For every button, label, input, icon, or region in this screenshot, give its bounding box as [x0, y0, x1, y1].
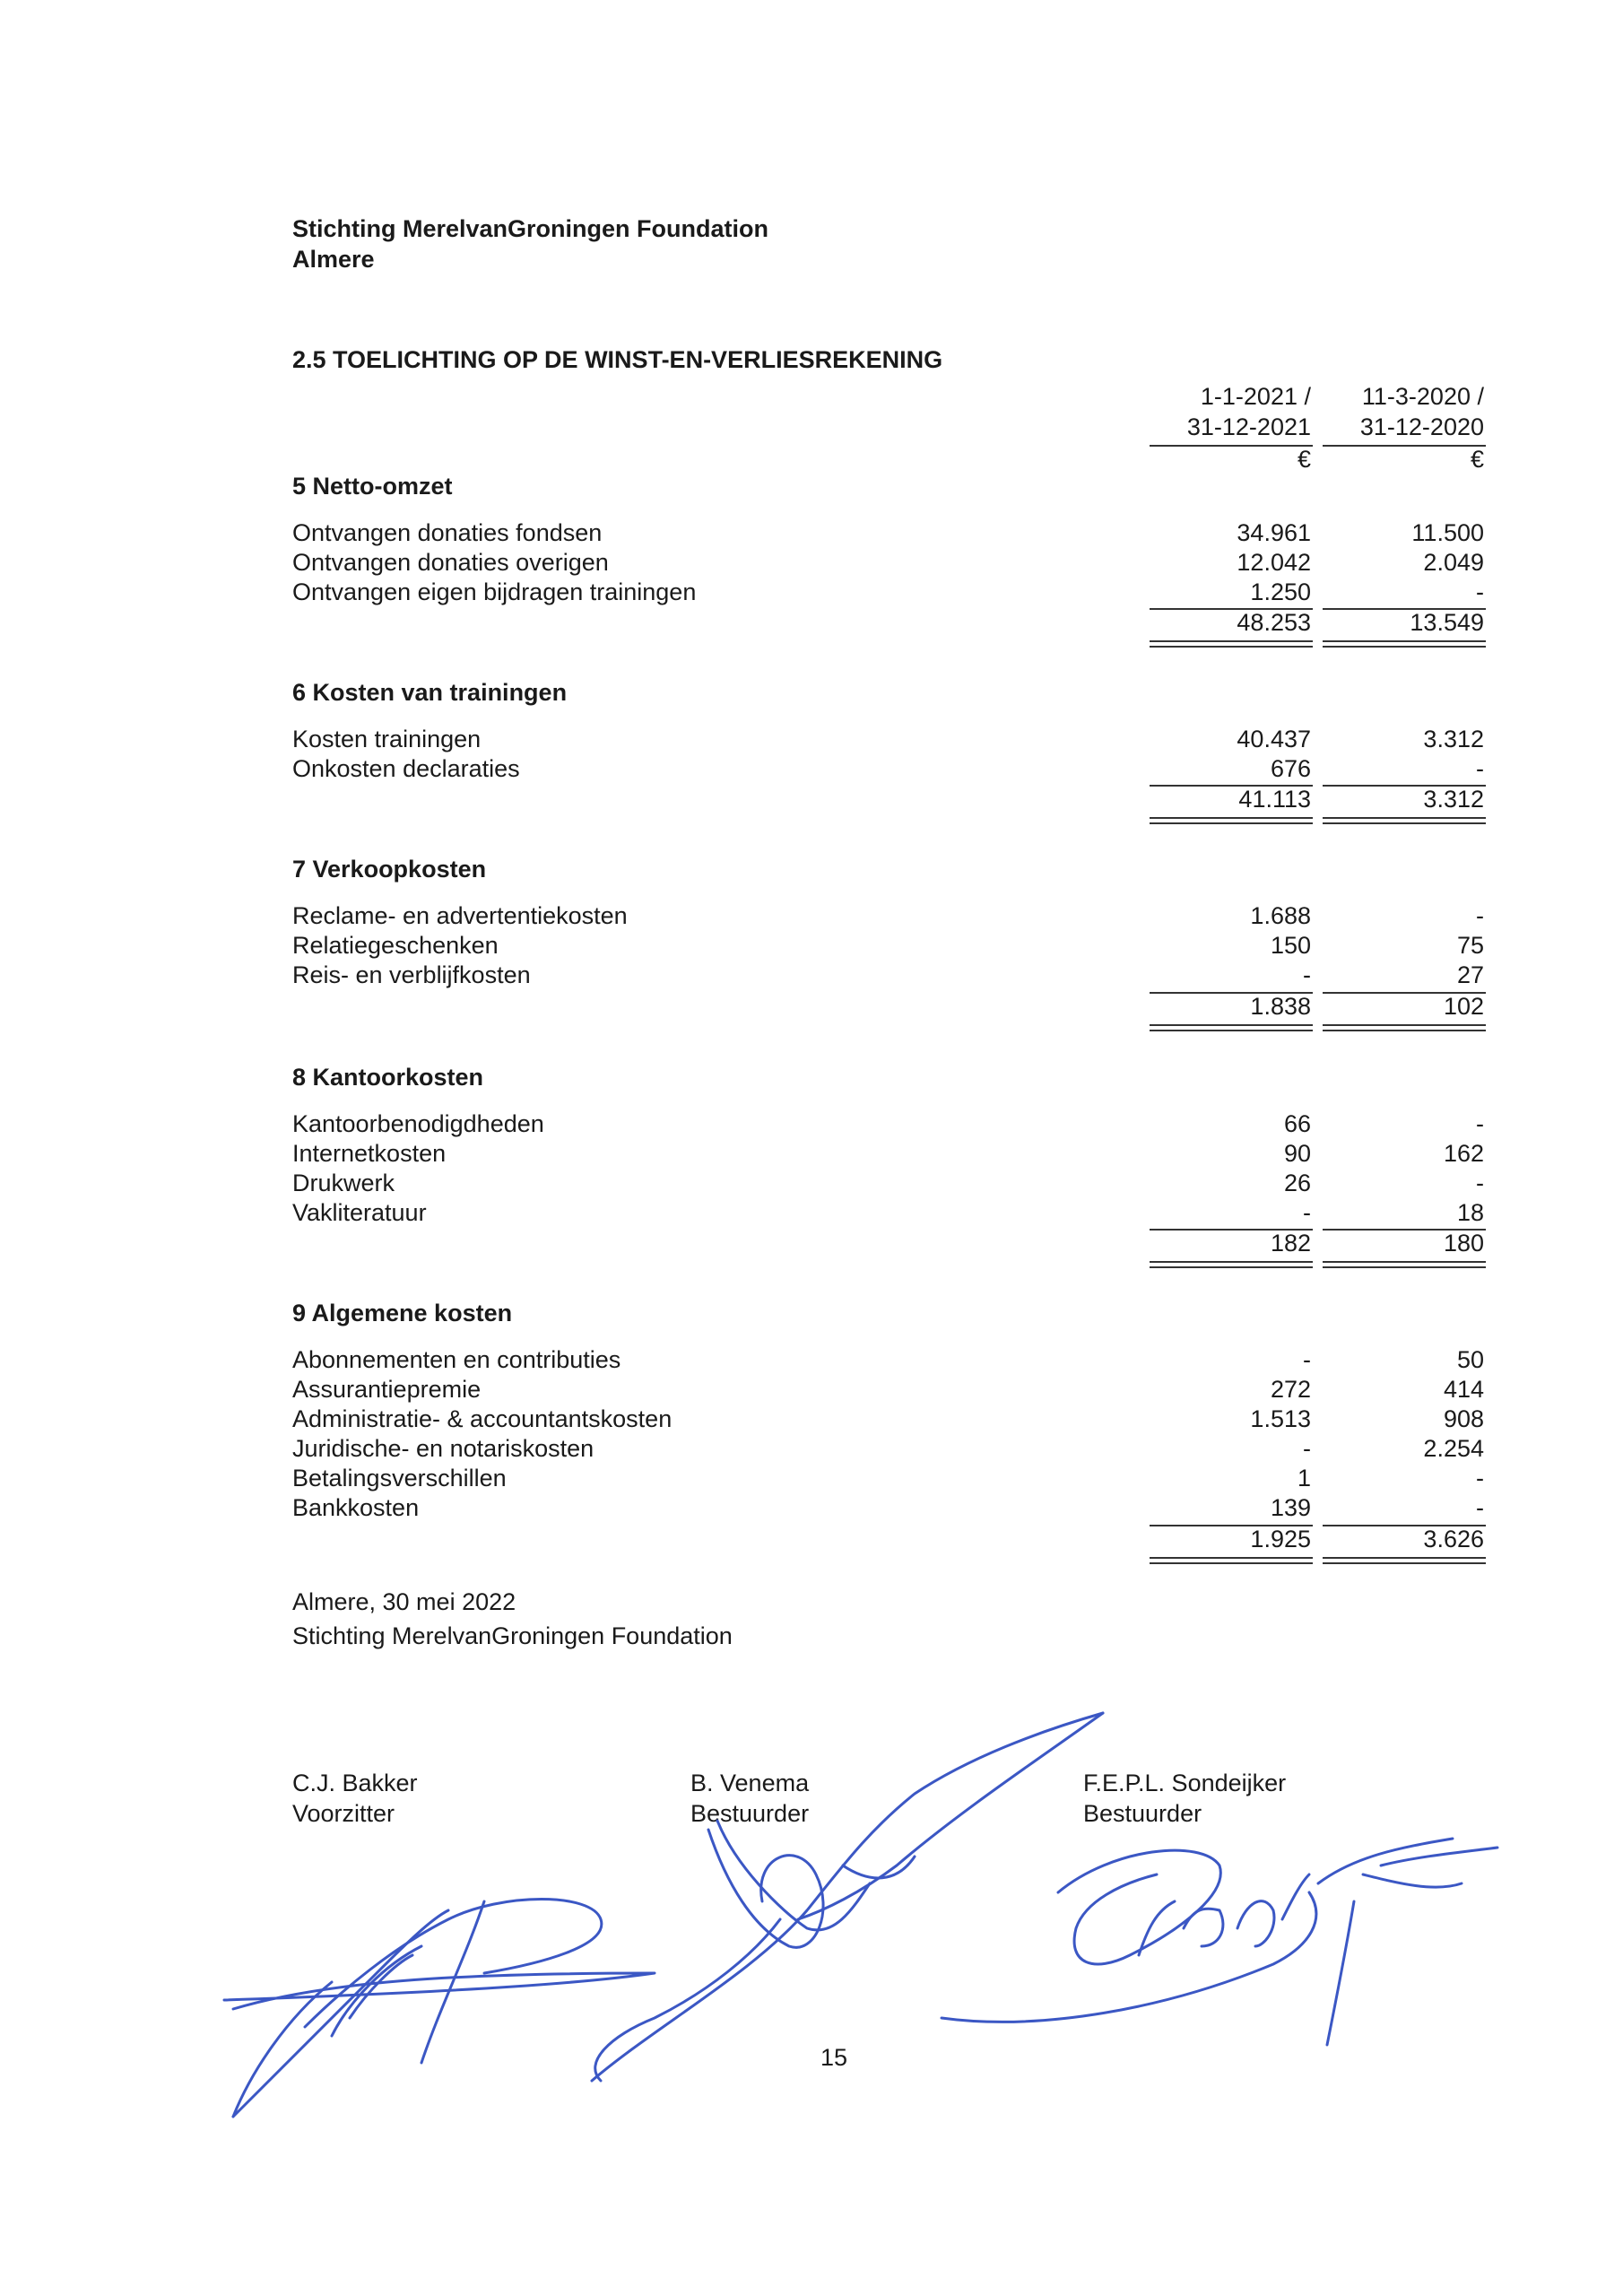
line-item-value-2020: - [1476, 1170, 1484, 1196]
line-item-value-2021: 150 [1270, 932, 1311, 959]
column-1-period-start: 1-1-2021 / [1200, 383, 1311, 410]
line-item-value-2020: 50 [1456, 1346, 1484, 1373]
signatory-3-role: Bestuurder [1083, 1800, 1202, 1827]
total-double-rule-2020 [1323, 1261, 1486, 1268]
line-item-value-2021: 66 [1283, 1110, 1311, 1137]
section-total-2020: 102 [1443, 993, 1484, 1020]
line-item-value-2021: 676 [1270, 755, 1311, 782]
line-item-value-2020: 11.500 [1411, 519, 1484, 546]
column-2-period-start: 11-3-2020 / [1361, 383, 1484, 410]
line-item-value-2021: - [1303, 1346, 1311, 1373]
section-total-2021: 182 [1270, 1230, 1311, 1257]
line-item-label: Vakliteratuur [292, 1199, 427, 1226]
line-item-value-2021: - [1303, 961, 1311, 988]
organization-name: Stichting MerelvanGroningen Foundation [292, 215, 768, 242]
line-item-label: Juridische- en notariskosten [292, 1435, 595, 1462]
signatory-2-role: Bestuurder [690, 1800, 810, 1827]
line-item-label: Abonnementen en contributies [292, 1346, 621, 1373]
line-item-value-2021: 272 [1270, 1376, 1311, 1403]
column-1-period-end: 31-12-2021 [1186, 413, 1311, 440]
total-double-rule-2021 [1150, 817, 1313, 824]
line-item-label: Relatiegeschenken [292, 932, 499, 959]
line-item-value-2020: - [1476, 755, 1484, 782]
line-item-value-2020: 2.254 [1423, 1435, 1484, 1462]
column-2-period-end: 31-12-2020 [1359, 413, 1484, 440]
column-2-currency: € [1470, 446, 1484, 473]
line-item-value-2020: - [1476, 1494, 1484, 1521]
section-total-2020: 3.626 [1423, 1526, 1484, 1552]
line-item-value-2021: 1.513 [1250, 1405, 1311, 1432]
section-total-2020: 3.312 [1423, 786, 1484, 813]
signatory-1-name: C.J. Bakker [292, 1770, 418, 1796]
signatory-2-name: B. Venema [690, 1770, 810, 1796]
line-item-value-2020: - [1476, 578, 1484, 605]
section-total-2021: 41.113 [1238, 786, 1311, 813]
document-title: 2.5 TOELICHTING OP DE WINST-EN-VERLIESREKENING [292, 346, 943, 373]
line-item-label: Drukwerk [292, 1170, 395, 1196]
line-item-label: Ontvangen eigen bijdragen trainingen [292, 578, 697, 605]
page-number: 15 [820, 2044, 848, 2071]
section-title: 5 Netto-omzet [292, 473, 453, 500]
total-double-rule-2021 [1150, 1024, 1313, 1031]
line-item-value-2021: - [1303, 1435, 1311, 1462]
total-double-rule-2020 [1323, 640, 1486, 648]
line-item-value-2021: 90 [1283, 1140, 1311, 1167]
line-item-value-2020: 27 [1456, 961, 1484, 988]
line-item-value-2020: 18 [1456, 1199, 1484, 1226]
line-item-value-2021: 1.250 [1250, 578, 1311, 605]
line-item-value-2021: 1 [1297, 1465, 1311, 1492]
line-item-value-2021: 34.961 [1237, 519, 1311, 546]
line-item-label: Ontvangen donaties fondsen [292, 519, 603, 546]
closing-organization: Stichting MerelvanGroningen Foundation [292, 1622, 733, 1649]
section-total-2020: 13.549 [1410, 609, 1484, 636]
line-item-value-2021: 1.688 [1250, 902, 1311, 929]
line-item-label: Reclame- en advertentiekosten [292, 902, 628, 929]
total-double-rule-2021 [1150, 1261, 1313, 1268]
section-title: 6 Kosten van trainingen [292, 679, 568, 706]
line-item-value-2020: 908 [1443, 1405, 1484, 1432]
section-title: 8 Kantoorkosten [292, 1064, 484, 1091]
line-item-value-2020: - [1476, 1465, 1484, 1492]
section-total-2021: 1.838 [1250, 993, 1311, 1020]
line-item-value-2021: 26 [1283, 1170, 1311, 1196]
line-item-value-2021: 139 [1270, 1494, 1311, 1521]
total-double-rule-2020 [1323, 1557, 1486, 1564]
total-double-rule-2020 [1323, 1024, 1486, 1031]
organization-city: Almere [292, 246, 375, 273]
line-item-value-2020: 75 [1456, 932, 1484, 959]
line-item-value-2020: 2.049 [1423, 549, 1484, 576]
line-item-value-2020: 3.312 [1423, 726, 1484, 752]
section-total-2020: 180 [1443, 1230, 1484, 1257]
line-item-value-2020: 414 [1443, 1376, 1484, 1403]
total-double-rule-2021 [1150, 640, 1313, 648]
section-total-2021: 48.253 [1237, 609, 1311, 636]
section-total-2021: 1.925 [1250, 1526, 1311, 1552]
total-double-rule-2020 [1323, 817, 1486, 824]
signature-sondeijker [933, 1821, 1515, 2054]
line-item-value-2020: 162 [1443, 1140, 1484, 1167]
line-item-label: Ontvangen donaties overigen [292, 549, 609, 576]
signatory-3-name: F.E.P.L. Sondeijker [1083, 1770, 1287, 1796]
section-title: 7 Verkoopkosten [292, 856, 487, 883]
line-item-value-2020: - [1476, 1110, 1484, 1137]
line-item-label: Administratie- & accountantskosten [292, 1405, 673, 1432]
line-item-value-2020: - [1476, 902, 1484, 929]
line-item-value-2021: 40.437 [1237, 726, 1311, 752]
total-double-rule-2021 [1150, 1557, 1313, 1564]
line-item-label: Kosten trainingen [292, 726, 482, 752]
line-item-label: Assurantiepremie [292, 1376, 482, 1403]
line-item-label: Onkosten declaraties [292, 755, 520, 782]
line-item-label: Betalingsverschillen [292, 1465, 507, 1492]
signatory-1-role: Voorzitter [292, 1800, 395, 1827]
line-item-label: Internetkosten [292, 1140, 447, 1167]
line-item-label: Bankkosten [292, 1494, 420, 1521]
line-item-label: Reis- en verblijfkosten [292, 961, 531, 988]
closing-place-date: Almere, 30 mei 2022 [292, 1588, 516, 1615]
section-title: 9 Algemene kosten [292, 1300, 513, 1326]
line-item-value-2021: 12.042 [1237, 549, 1311, 576]
line-item-label: Kantoorbenodigdheden [292, 1110, 544, 1137]
column-1-currency: € [1297, 446, 1311, 473]
line-item-value-2021: - [1303, 1199, 1311, 1226]
